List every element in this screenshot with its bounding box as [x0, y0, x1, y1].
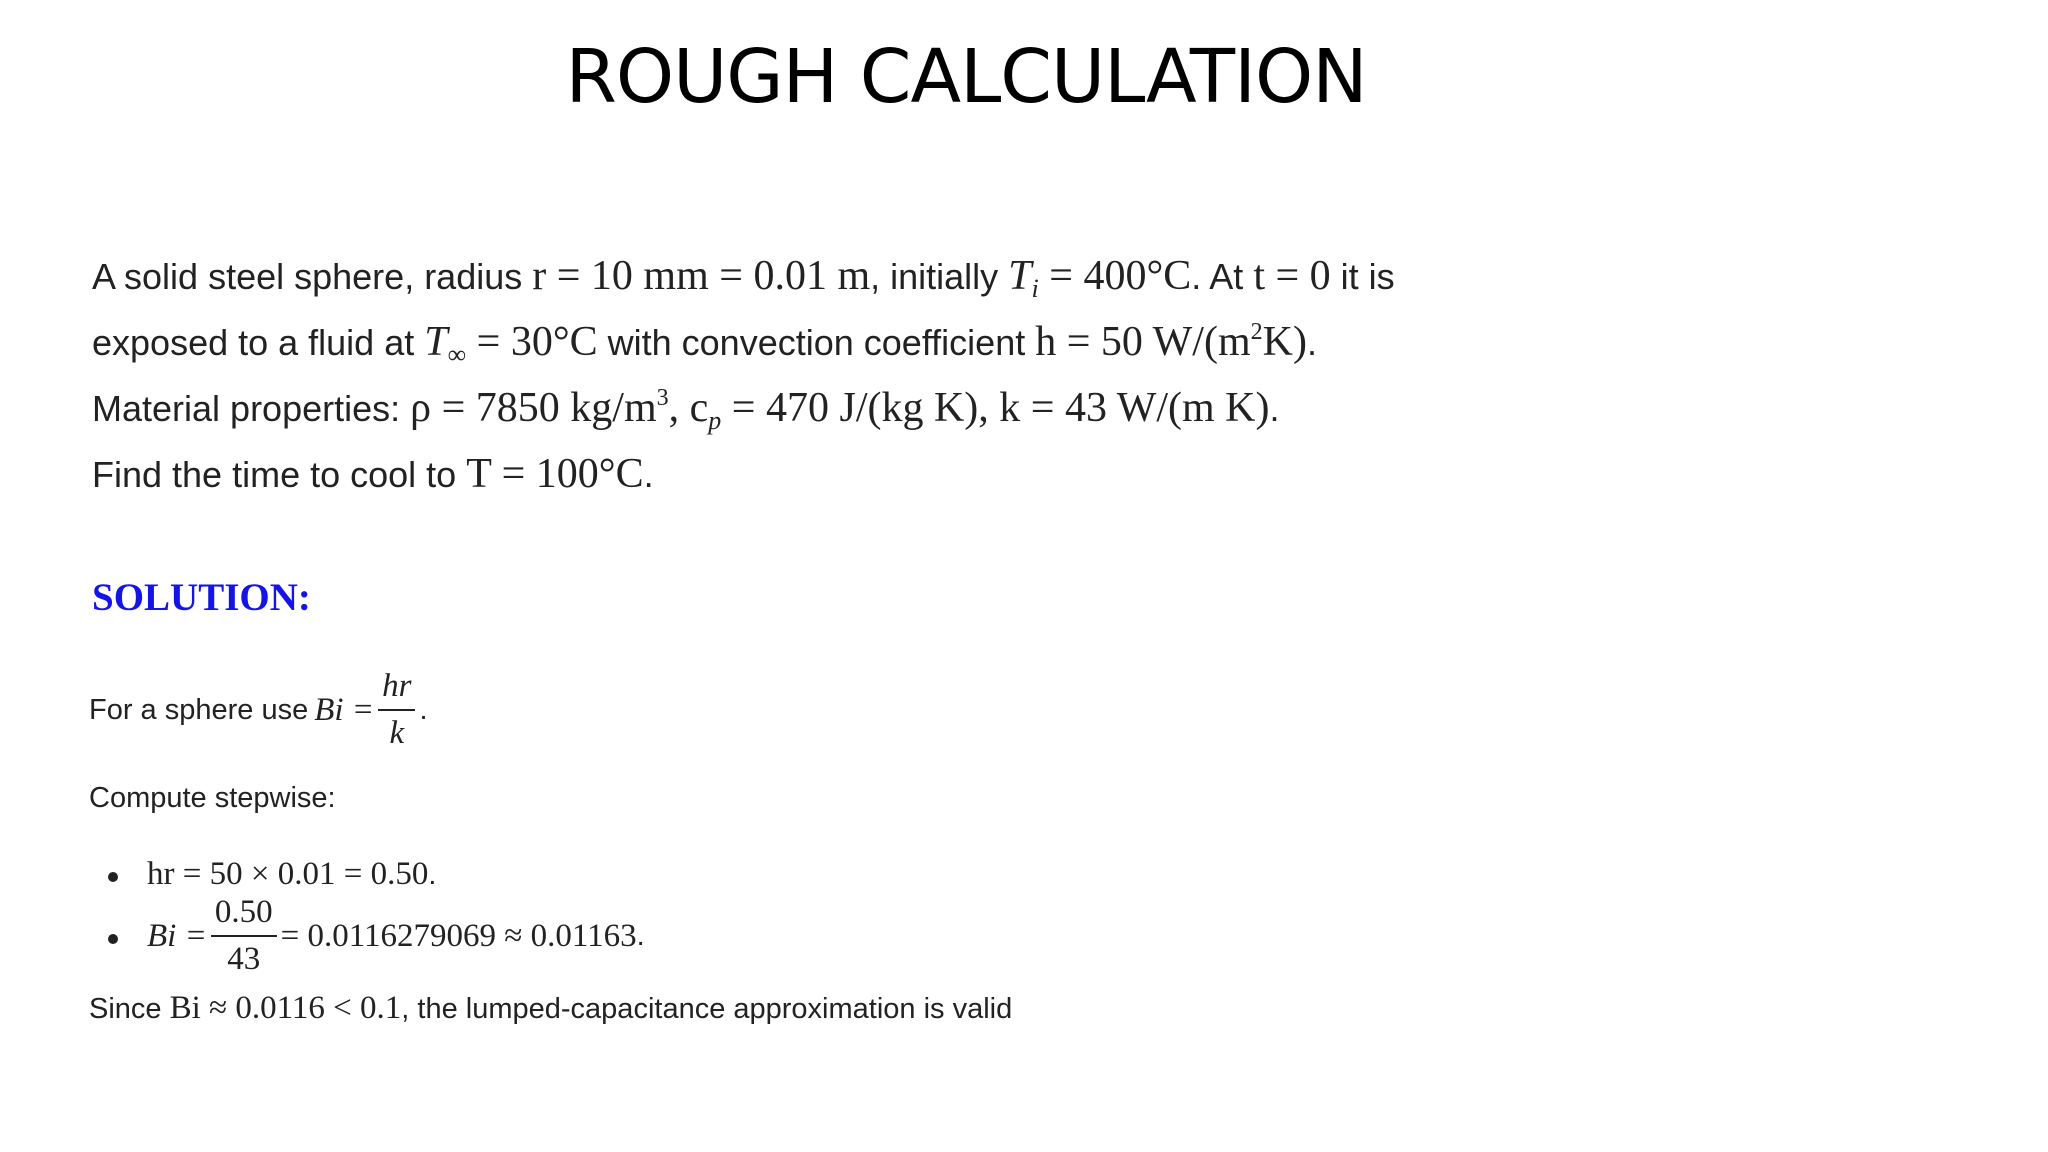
- math-subscript: ∞: [447, 340, 467, 369]
- math-initial-temp: = 400°C: [1038, 253, 1192, 299]
- math-subscript: i: [1031, 274, 1039, 303]
- math-cp: , c: [668, 385, 709, 431]
- page-title: ROUGH CALCULATION: [565, 34, 1367, 120]
- bullet-dot: [108, 934, 118, 944]
- problem-line-3: [92, 384, 1280, 436]
- math-fluid-temp: = 30°C: [466, 319, 598, 365]
- math-symbol: T: [424, 319, 448, 365]
- math-superscript: 3: [656, 385, 669, 411]
- fraction-denominator: 43: [227, 941, 261, 977]
- math-density: ρ = 7850 kg/m: [410, 385, 657, 431]
- problem-text: A solid steel sphere, radius: [92, 256, 533, 297]
- problem-text: .: [1306, 322, 1317, 363]
- problem-text: .: [1269, 388, 1280, 429]
- problem-text: Find the time to cool to: [92, 454, 467, 495]
- compute-label: Compute stepwise:: [89, 782, 336, 814]
- math-biot-check: Bi ≈ 0.0116 < 0.1: [169, 990, 402, 1026]
- math-subscript: p: [708, 406, 722, 435]
- conclusion-text: Since: [89, 993, 170, 1025]
- math-biot-value: = 0.0116279069 ≈ 0.01163: [280, 917, 637, 954]
- problem-line-2: [92, 318, 1317, 370]
- conclusion-text: , the lumped-capacitance approximation is valid: [401, 993, 1013, 1025]
- biot-value-fraction: [211, 894, 277, 978]
- step-1: [147, 856, 436, 893]
- math-time: t = 0: [1253, 253, 1331, 299]
- sphere-biot-formula: [89, 668, 428, 752]
- step-2: [147, 894, 645, 978]
- math-biot-lhs: Bi =: [147, 917, 207, 954]
- step-text: .: [636, 919, 645, 952]
- math-convection-unit: K): [1262, 319, 1307, 365]
- step-text: .: [428, 859, 437, 891]
- formula-text: For a sphere use: [89, 693, 309, 726]
- solution-heading: SOLUTION:: [92, 576, 311, 619]
- bullet-dot: [108, 872, 118, 882]
- fraction-numerator: hr: [378, 668, 415, 711]
- problem-text: Material properties:: [92, 388, 411, 429]
- math-superscript: 2: [1250, 319, 1263, 345]
- biot-fraction: [378, 668, 415, 752]
- problem-text: it is: [1330, 256, 1395, 297]
- fraction-numerator: 0.50: [211, 894, 277, 937]
- math-convection: h = 50 W/(m: [1035, 319, 1251, 365]
- problem-text: .: [643, 454, 654, 495]
- conclusion: [89, 990, 1012, 1027]
- problem-line-4: [92, 450, 654, 498]
- problem-line-1: [92, 252, 1395, 304]
- problem-text: . At: [1191, 256, 1254, 297]
- math-target-temp: T = 100°C: [466, 451, 644, 497]
- math-properties: = 470 J/(kg K), k = 43 W/(m K): [721, 385, 1270, 431]
- math-hr: hr = 50 × 0.01 = 0.50: [147, 856, 429, 892]
- problem-text: with convection coefficient: [597, 322, 1036, 363]
- math-biot-lhs: Bi =: [314, 691, 375, 728]
- fraction-denominator: k: [389, 715, 405, 751]
- problem-text: exposed to a fluid at: [92, 322, 425, 363]
- formula-text: .: [419, 693, 428, 726]
- problem-text: , initially: [870, 256, 1009, 297]
- math-radius: r = 10 mm = 0.01 m: [532, 253, 871, 299]
- math-symbol: T: [1008, 253, 1032, 299]
